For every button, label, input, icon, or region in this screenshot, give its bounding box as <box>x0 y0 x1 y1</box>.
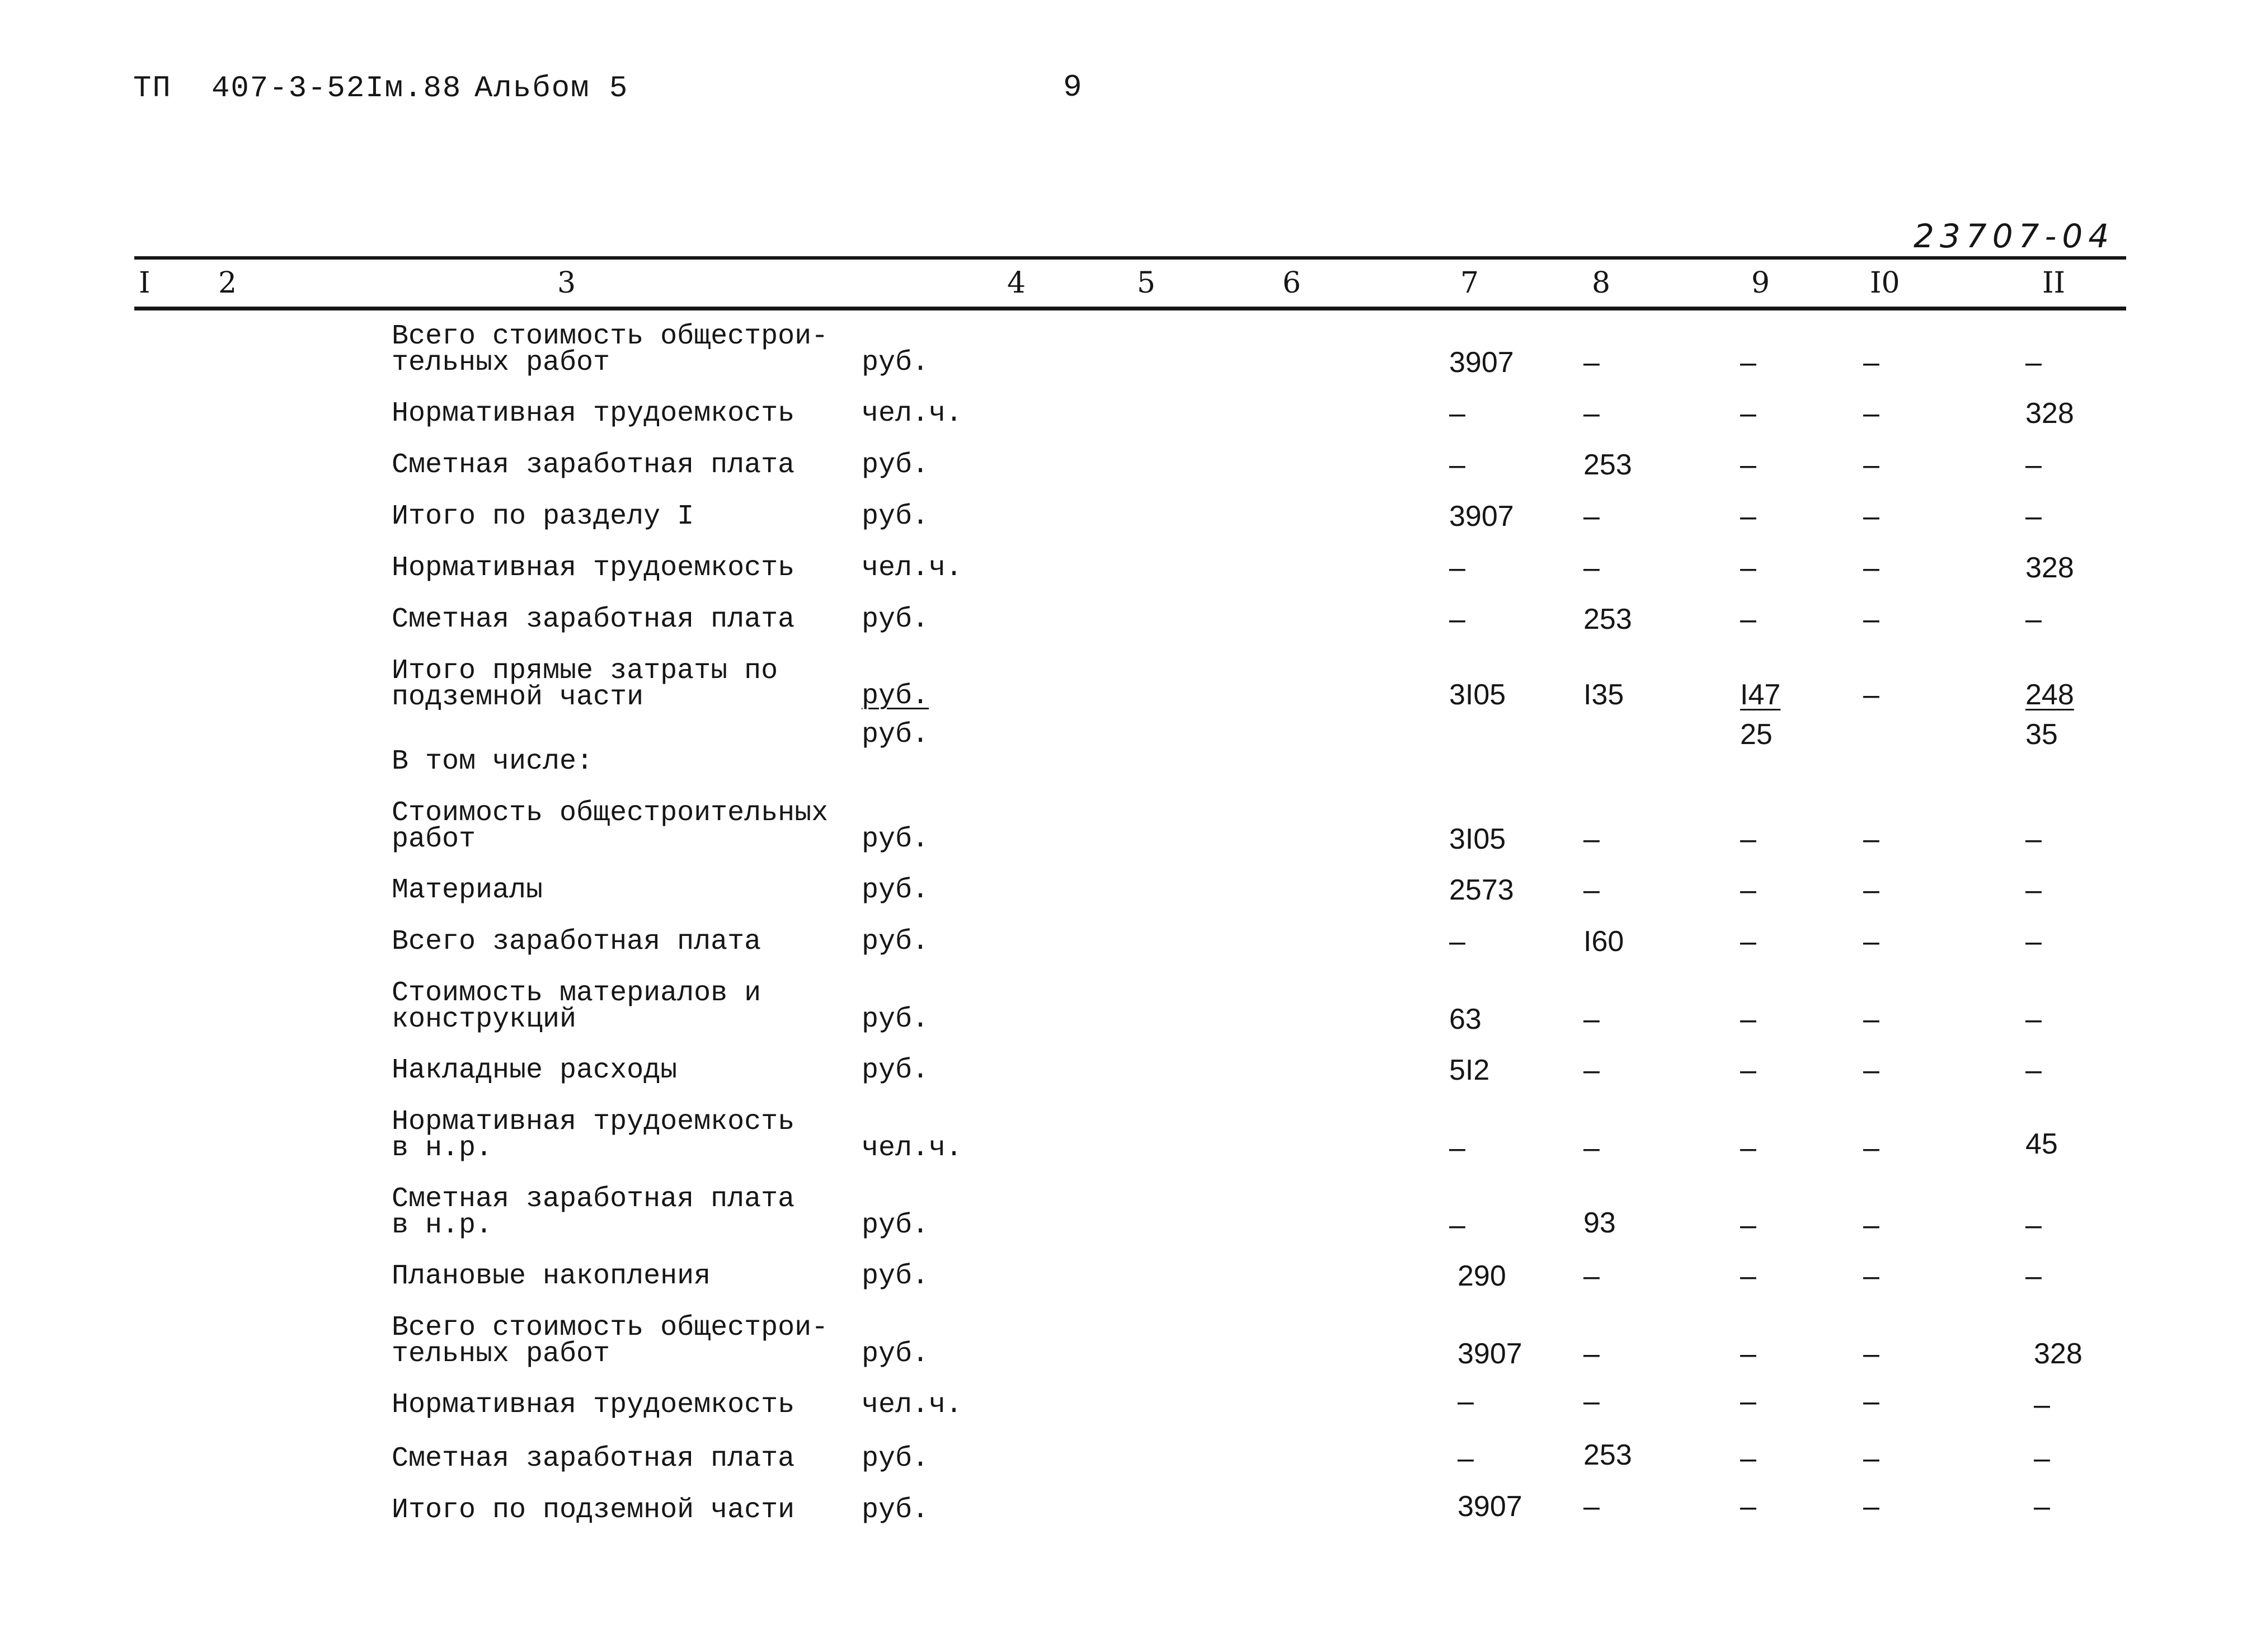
cell-col-8: 253 <box>1583 603 1632 636</box>
cell-col-9: – <box>1740 346 1756 379</box>
row-label: Нормативная трудоемкость <box>392 1106 795 1138</box>
cell-col-10: – <box>1863 500 1879 533</box>
cell-col-7: 3907 <box>1449 346 1514 379</box>
row-label: Всего заработная плата <box>392 926 761 958</box>
cell-col-11: – <box>2025 346 2042 379</box>
cell-col-8: – <box>1583 500 1600 533</box>
column-header: 9 <box>1751 266 1770 300</box>
cell-col-9: – <box>1740 1385 1756 1418</box>
row-label: Материалы <box>392 874 543 906</box>
cell-col-10: – <box>1863 1385 1879 1418</box>
cell-col-9: – <box>1740 1442 1756 1475</box>
cell-col-11: – <box>2025 925 2042 958</box>
cell-col-9: – <box>1740 449 1756 481</box>
row-label: Нормативная трудоемкость <box>392 398 795 430</box>
cell-col-11: 45 <box>2025 1128 2058 1160</box>
row-label: Всего стоимость общестрои- <box>392 1312 829 1344</box>
row-label: Сметная заработная плата <box>392 449 795 481</box>
cell-col-8: – <box>1583 1003 1600 1036</box>
cell-col-11: 328 <box>2034 1338 2083 1370</box>
row-unit: руб. <box>862 1055 929 1086</box>
cell-col-10: – <box>1863 449 1879 481</box>
row-unit: чел.ч. <box>862 398 963 430</box>
row-unit: руб. <box>862 1209 929 1241</box>
cell-col-10: – <box>1863 603 1879 636</box>
cell-col-9: – <box>1740 874 1756 906</box>
cell-col-11: 328 <box>2025 552 2074 584</box>
album-label: Альбом 5 <box>474 72 629 106</box>
row-label: Стоимость материалов и <box>392 977 761 1009</box>
cell-col-11: – <box>2025 1054 2042 1086</box>
cell-col-11: – <box>2025 1260 2042 1292</box>
table-top-rule <box>134 256 2126 260</box>
cell-col-10: – <box>1863 552 1879 584</box>
cell-col-7: 2573 <box>1449 874 1514 906</box>
cell-col-10: – <box>1863 874 1879 906</box>
cell-col-7: 3907 <box>1449 500 1514 533</box>
row-unit: руб. <box>862 680 929 712</box>
row-unit: руб. <box>862 1260 929 1292</box>
cell-col-7: – <box>1449 1209 1465 1241</box>
cell-col-11: – <box>2025 500 2042 533</box>
cell-col-9: – <box>1740 1490 1756 1523</box>
cell-col-9: – <box>1740 823 1756 855</box>
cell-col-8: – <box>1583 1260 1600 1292</box>
row-unit: руб. <box>862 1338 929 1370</box>
cell-col-10: – <box>1863 1132 1879 1164</box>
cell-col-9: – <box>1740 925 1756 958</box>
cell-col-7: – <box>1458 1385 1474 1418</box>
cell-col-9: – <box>1740 1209 1756 1241</box>
cell-col-7: – <box>1449 397 1465 430</box>
cell-col-11: – <box>2025 1003 2042 1036</box>
row-unit: руб. <box>862 501 929 533</box>
column-header: 5 <box>1137 266 1156 300</box>
cell-col-7: – <box>1449 603 1465 636</box>
row-unit: руб. <box>862 719 929 751</box>
row-unit: руб. <box>862 823 929 855</box>
column-header: 2 <box>218 266 237 300</box>
section-label: В том числе: <box>392 746 594 778</box>
cell-col-10: – <box>1863 823 1879 855</box>
row-label: Итого по разделу I <box>392 501 694 533</box>
cell-col-8: – <box>1583 552 1600 584</box>
cell-col-10: – <box>1863 1209 1879 1241</box>
row-label-continued: подземной части <box>392 681 644 713</box>
inventory-number: 23707-04 <box>1914 217 2115 255</box>
cell-col-11: – <box>2034 1490 2050 1523</box>
page-number: 9 <box>1063 69 1082 105</box>
column-header: 8 <box>1592 266 1611 300</box>
row-label: Накладные расходы <box>392 1055 678 1086</box>
cell-col-10: – <box>1863 925 1879 958</box>
column-header: 4 <box>1007 266 1026 300</box>
cell-col-10: – <box>1863 346 1879 379</box>
row-label: Итого прямые затраты по <box>392 655 778 687</box>
cell-col-8: 253 <box>1583 1439 1632 1471</box>
column-header: II <box>2042 266 2066 300</box>
cell-col-7: – <box>1458 1442 1474 1475</box>
row-unit: чел.ч. <box>862 1389 963 1421</box>
row-label: Нормативная трудоемкость <box>392 552 795 584</box>
row-label-continued: работ <box>392 823 476 855</box>
row-label: Стоимость общестроительных <box>392 797 829 829</box>
column-header: I <box>139 266 151 300</box>
cell-col-9: – <box>1740 1338 1756 1370</box>
cell-col-7: 3907 <box>1458 1338 1522 1370</box>
column-header: 7 <box>1460 266 1479 300</box>
column-header: 6 <box>1282 266 1301 300</box>
row-unit: руб. <box>862 1004 929 1036</box>
cell-col-11: – <box>2025 603 2042 636</box>
cell-col-9: – <box>1740 397 1756 430</box>
row-label: Всего стоимость общестрои- <box>392 321 829 352</box>
cell-col-10: – <box>1863 679 1879 711</box>
cell-col-11: 328 <box>2025 397 2074 430</box>
cell-col-7: 290 <box>1458 1260 1506 1292</box>
row-label-continued: в н.р. <box>392 1132 493 1164</box>
doc-code: ТП <box>133 72 172 106</box>
cell-col-7: – <box>1449 449 1465 481</box>
cell-col-9: – <box>1740 603 1756 636</box>
cell-col-11: – <box>2025 1209 2042 1241</box>
cell-col-8: – <box>1583 1490 1600 1523</box>
row-unit: руб. <box>862 1494 929 1526</box>
cell-col-7: 3I05 <box>1449 679 1506 711</box>
cell-col-9: – <box>1740 1260 1756 1292</box>
row-unit: руб. <box>862 449 929 481</box>
column-header: I0 <box>1870 266 1900 300</box>
row-label: Сметная заработная плата <box>392 604 795 636</box>
cell-col-11: – <box>2025 874 2042 906</box>
cell-col-8: – <box>1583 397 1600 430</box>
cell-col-11: 248 <box>2025 679 2074 711</box>
row-label-continued: тельных работ <box>392 347 610 379</box>
cell-col-9: 25 <box>1740 718 1773 751</box>
cell-col-8: I35 <box>1583 679 1624 711</box>
cell-col-10: – <box>1863 1003 1879 1036</box>
cell-col-9: – <box>1740 1003 1756 1036</box>
row-unit: руб. <box>862 347 929 379</box>
cell-col-9: I47 <box>1740 679 1781 711</box>
row-unit: чел.ч. <box>862 1132 963 1164</box>
row-label: Нормативная трудоемкость <box>392 1389 795 1421</box>
cell-col-8: 253 <box>1583 449 1632 481</box>
cell-col-10: – <box>1863 1442 1879 1475</box>
cell-col-7: – <box>1449 1132 1465 1164</box>
row-label-continued: конструкций <box>392 1004 577 1036</box>
row-unit: руб. <box>862 926 929 958</box>
cell-col-10: – <box>1863 1338 1879 1370</box>
cell-col-10: – <box>1863 1054 1879 1086</box>
cell-col-7: – <box>1449 925 1465 958</box>
cell-col-8: – <box>1583 874 1600 906</box>
cell-col-8: – <box>1583 1385 1600 1418</box>
cell-col-8: – <box>1583 1054 1600 1086</box>
cell-col-7: – <box>1449 552 1465 584</box>
row-label: Плановые накопления <box>392 1260 711 1292</box>
cell-col-9: – <box>1740 1132 1756 1164</box>
cell-col-9: – <box>1740 1054 1756 1086</box>
cell-col-8: I60 <box>1583 925 1624 958</box>
row-unit: чел.ч. <box>862 552 963 584</box>
project-number: 407-3-52Iм.88 <box>211 72 462 106</box>
cell-col-8: – <box>1583 1338 1600 1370</box>
table-header-rule <box>134 307 2126 310</box>
cell-col-8: – <box>1583 823 1600 855</box>
cell-col-11: – <box>2025 449 2042 481</box>
column-header: 3 <box>557 266 576 300</box>
cell-col-11: – <box>2025 823 2042 855</box>
cell-col-7: 3907 <box>1458 1490 1522 1523</box>
cell-col-9: – <box>1740 500 1756 533</box>
cell-col-10: – <box>1863 1490 1879 1523</box>
cell-col-8: 93 <box>1583 1207 1616 1239</box>
cell-col-7: 63 <box>1449 1003 1482 1036</box>
cell-col-7: 3I05 <box>1449 823 1506 855</box>
row-unit: руб. <box>862 1443 929 1475</box>
row-unit: руб. <box>862 874 929 906</box>
cell-col-10: – <box>1863 397 1879 430</box>
row-label: Сметная заработная плата <box>392 1443 795 1475</box>
row-label-continued: в н.р. <box>392 1209 493 1241</box>
cell-col-8: – <box>1583 346 1600 379</box>
cell-col-10: – <box>1863 1260 1879 1292</box>
row-label-continued: тельных работ <box>392 1338 610 1370</box>
cell-col-7: 5I2 <box>1449 1054 1490 1086</box>
cell-col-11: 35 <box>2025 718 2058 751</box>
row-label: Итого по подземной части <box>392 1494 795 1526</box>
cell-col-9: – <box>1740 552 1756 584</box>
cell-col-8: – <box>1583 1132 1600 1164</box>
row-label: Сметная заработная плата <box>392 1183 795 1215</box>
row-unit: руб. <box>862 604 929 636</box>
cell-col-11: – <box>2034 1442 2050 1475</box>
cell-col-11: – <box>2034 1389 2050 1421</box>
